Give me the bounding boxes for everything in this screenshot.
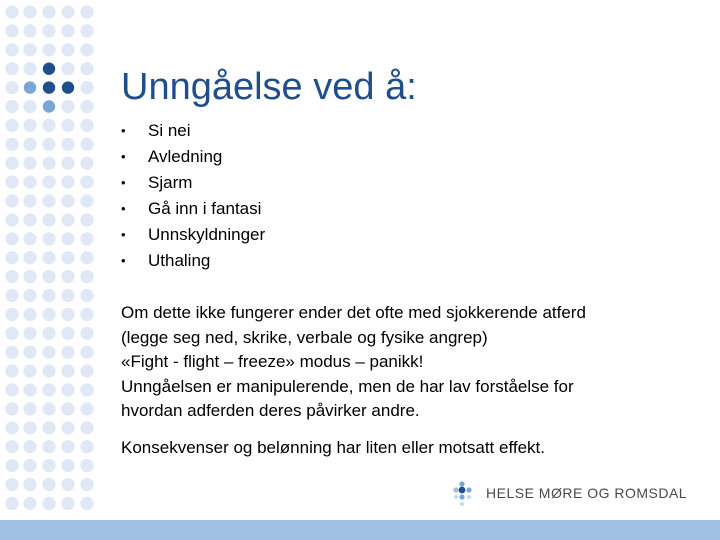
decorative-dot xyxy=(80,5,93,18)
decorative-dot xyxy=(61,100,74,113)
decorative-dot xyxy=(5,100,18,113)
decorative-dot xyxy=(5,24,18,37)
bullet-marker: • xyxy=(121,227,126,242)
decorative-dot xyxy=(5,194,18,207)
decorative-dot xyxy=(23,251,36,264)
decorative-dot xyxy=(61,251,74,264)
decorative-dot xyxy=(5,176,18,189)
paragraph-line: (legge seg ned, skrike, verbale og fysike angrep) xyxy=(121,327,488,347)
bullet-marker: • xyxy=(121,175,126,190)
decorative-dot xyxy=(43,100,55,112)
decorative-dot xyxy=(80,308,93,321)
decorative-dot xyxy=(61,478,74,491)
slide-title: Unngåelse ved å: xyxy=(121,66,417,108)
decorative-dot xyxy=(23,289,36,302)
decorative-dot xyxy=(24,81,36,93)
decorative-dot xyxy=(42,365,55,378)
decorative-dot xyxy=(23,138,36,151)
decorative-dot xyxy=(42,5,55,18)
decorative-dot xyxy=(5,440,18,453)
decorative-dot xyxy=(5,43,18,56)
decorative-dot xyxy=(61,194,74,207)
decorative-dot xyxy=(61,308,74,321)
decorative-dot xyxy=(61,497,74,510)
decorative-dot xyxy=(42,289,55,302)
decorative-dot xyxy=(5,270,18,283)
decorative-dot xyxy=(80,138,93,151)
decorative-dot xyxy=(80,365,93,378)
decorative-dot xyxy=(42,119,55,132)
decorative-dot xyxy=(80,346,93,359)
decorative-dot xyxy=(61,459,74,472)
decorative-dot xyxy=(80,440,93,453)
decorative-dot xyxy=(80,383,93,396)
decorative-dot xyxy=(5,497,18,510)
logo-text: HELSE MØRE OG ROMSDAL xyxy=(486,485,688,501)
decorative-dot xyxy=(80,402,93,415)
decorative-dot xyxy=(5,289,18,302)
decorative-dot xyxy=(5,138,18,151)
decorative-dot xyxy=(42,478,55,491)
decorative-dot xyxy=(5,478,18,491)
decorative-dot xyxy=(42,176,55,189)
decorative-dot xyxy=(23,478,36,491)
decorative-dot xyxy=(5,365,18,378)
decorative-dot xyxy=(23,308,36,321)
decorative-dot xyxy=(61,213,74,226)
decorative-dot xyxy=(43,62,55,74)
decorative-dot xyxy=(5,308,18,321)
decorative-dot xyxy=(80,270,93,283)
decorative-dot xyxy=(5,232,18,245)
decorative-dot xyxy=(42,327,55,340)
decorative-dot xyxy=(42,497,55,510)
decorative-dot xyxy=(61,62,74,75)
decorative-dot xyxy=(23,421,36,434)
decorative-dot xyxy=(61,327,74,340)
decorative-dot xyxy=(23,459,36,472)
decorative-dot xyxy=(5,213,18,226)
decorative-dot xyxy=(23,157,36,170)
decorative-dot xyxy=(5,327,18,340)
decorative-dot xyxy=(80,176,93,189)
decorative-dot xyxy=(61,232,74,245)
bottom-bar xyxy=(0,520,720,540)
decorative-dot xyxy=(42,24,55,37)
decorative-dot xyxy=(61,289,74,302)
logo xyxy=(452,480,688,510)
decorative-dot xyxy=(61,157,74,170)
decorative-dot xyxy=(23,365,36,378)
decorative-dot xyxy=(23,43,36,56)
decorative-dot xyxy=(80,232,93,245)
decorative-dot xyxy=(61,5,74,18)
decorative-dot xyxy=(5,251,18,264)
decorative-dot xyxy=(80,497,93,510)
decorative-dot xyxy=(80,251,93,264)
paragraph-line: Unngåelsen er manipulerende, men de har lav forståelse for xyxy=(121,376,574,396)
paragraph-line: «Fight - flight – freeze» modus – panikk! xyxy=(121,352,424,371)
decorative-dot xyxy=(42,440,55,453)
bullet-text: Unnskyldninger xyxy=(148,225,266,244)
decorative-dot xyxy=(61,270,74,283)
decorative-dot xyxy=(61,402,74,415)
decorative-dot xyxy=(80,157,93,170)
decorative-dot xyxy=(61,119,74,132)
decorative-dot xyxy=(23,327,36,340)
decorative-dot xyxy=(5,459,18,472)
decorative-dot xyxy=(23,176,36,189)
decorative-dot xyxy=(61,24,74,37)
bullet-marker: • xyxy=(121,253,126,268)
paragraph-line: hvordan adferden deres påvirker andre. xyxy=(121,401,420,420)
decorative-dot xyxy=(23,383,36,396)
decorative-dot xyxy=(42,308,55,321)
decorative-dot xyxy=(23,119,36,132)
decorative-dot xyxy=(23,62,36,75)
decorative-dot xyxy=(23,232,36,245)
decorative-dot xyxy=(23,5,36,18)
decorative-dot xyxy=(42,270,55,283)
decorative-dot-grid xyxy=(0,0,110,520)
decorative-dot xyxy=(80,213,93,226)
decorative-dot xyxy=(23,440,36,453)
decorative-dot xyxy=(42,402,55,415)
decorative-dot xyxy=(61,421,74,434)
decorative-dot xyxy=(80,194,93,207)
decorative-dot xyxy=(42,459,55,472)
decorative-dot xyxy=(80,100,93,113)
decorative-dot xyxy=(80,119,93,132)
decorative-dot xyxy=(42,232,55,245)
decorative-dot xyxy=(42,213,55,226)
decorative-dot xyxy=(61,176,74,189)
paragraph-line: Om dette ikke fungerer ender det ofte med sjokkerende atferd xyxy=(121,303,586,322)
decorative-dot xyxy=(80,327,93,340)
bullet-text: Avledning xyxy=(148,147,223,166)
decorative-dot xyxy=(42,421,55,434)
decorative-dot xyxy=(42,251,55,264)
decorative-dot xyxy=(42,194,55,207)
decorative-dot xyxy=(43,81,55,93)
decorative-dot xyxy=(5,62,18,75)
decorative-dot xyxy=(23,270,36,283)
decorative-dot xyxy=(61,43,74,56)
decorative-dot xyxy=(80,421,93,434)
decorative-dot xyxy=(5,421,18,434)
decorative-dot xyxy=(80,289,93,302)
decorative-dot xyxy=(5,383,18,396)
decorative-dot xyxy=(80,478,93,491)
bullet-text: Si nei xyxy=(148,121,191,140)
decorative-dot xyxy=(42,383,55,396)
bullet-text: Uthaling xyxy=(148,251,211,270)
decorative-dot xyxy=(5,402,18,415)
bullet-marker: • xyxy=(121,123,126,138)
logo-dots-icon xyxy=(452,480,482,510)
decorative-dot xyxy=(80,43,93,56)
decorative-dot xyxy=(61,383,74,396)
decorative-dot xyxy=(80,24,93,37)
decorative-dot xyxy=(23,346,36,359)
decorative-dot xyxy=(80,81,93,94)
body-paragraph xyxy=(121,301,681,424)
decorative-dot xyxy=(42,157,55,170)
decorative-dot xyxy=(42,346,55,359)
decorative-dot xyxy=(5,157,18,170)
conclusion-text: Konsekvenser og belønning har liten eller motsatt effekt. xyxy=(121,438,545,457)
decorative-dot xyxy=(23,100,36,113)
decorative-dot xyxy=(62,81,74,93)
decorative-dot xyxy=(61,346,74,359)
decorative-dot xyxy=(5,119,18,132)
bullet-marker: • xyxy=(121,201,126,216)
decorative-dot xyxy=(61,138,74,151)
bullet-text: Gå inn i fantasi xyxy=(148,199,262,218)
decorative-dot xyxy=(5,5,18,18)
decorative-dot xyxy=(5,81,18,94)
decorative-dot xyxy=(5,346,18,359)
decorative-dot xyxy=(42,43,55,56)
decorative-dot xyxy=(80,459,93,472)
decorative-dot xyxy=(23,24,36,37)
decorative-dot xyxy=(23,213,36,226)
decorative-dot xyxy=(23,497,36,510)
decorative-dot xyxy=(23,194,36,207)
decorative-dot xyxy=(80,62,93,75)
decorative-dot xyxy=(61,365,74,378)
decorative-dot xyxy=(61,440,74,453)
decorative-dot xyxy=(42,138,55,151)
decorative-dot xyxy=(23,402,36,415)
bullet-marker: • xyxy=(121,149,126,164)
bullet-text: Sjarm xyxy=(148,173,193,192)
